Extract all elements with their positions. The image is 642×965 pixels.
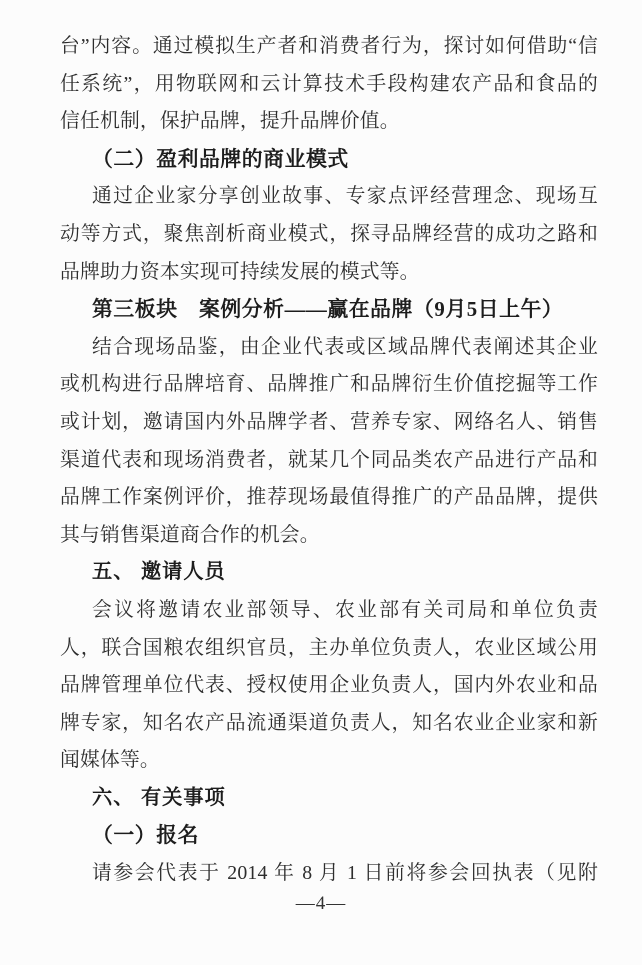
body-text-line: 品牌工作案例评价，推荐现场最值得推广的产品品牌，提供 (60, 486, 598, 509)
body-text-line: 其与销售渠道商合作的机会。 (60, 523, 320, 546)
body-text-line: 台”内容。通过模拟生产者和消费者行为，探讨如何借助“信 (60, 35, 598, 57)
body-text-line: 人，联合国粮农组织官员，主办单位负责人，农业区域公用 (60, 636, 598, 659)
body-text-line: 动等方式，聚焦剖析商业模式，探寻品牌经营的成功之路和 (60, 222, 598, 245)
body-text-line: 通过企业家分享创业故事、专家点评经营理念、现场互 (92, 185, 598, 208)
body-text-line: 或计划，邀请国内外品牌学者、营养专家、网络名人、销售 (60, 410, 598, 433)
body-text-line: 任系统”，用物联网和云计算技术手段构建农产品和食品的 (60, 72, 598, 95)
body-text-line: 品牌助力资本实现可持续发展的模式等。 (60, 260, 420, 283)
body-text-line: 会议将邀请农业部领导、农业部有关司局和单位负责 (92, 598, 598, 621)
body-text-line: 牌专家，知名农产品流通渠道负责人，知名农业企业家和新 (60, 711, 598, 734)
module-3-heading: 第三板块 案例分析——赢在品牌（9月5日上午） (92, 298, 564, 322)
body-text-line: 或机构进行品牌培育、品牌推广和品牌衍生价值挖掘等工作 (60, 373, 598, 396)
body-text-line: 信任机制，保护品牌，提升品牌价值。 (60, 110, 400, 133)
subsection-2-heading: （二）盈利品牌的商业模式 (92, 147, 349, 171)
subsection-1-heading: （一）报名 (92, 824, 199, 848)
body-text-line: 闻媒体等。 (60, 749, 160, 772)
document-body (60, 28, 598, 893)
body-text-line: 品牌管理单位代表、授权使用企业负责人，国内外农业和品 (60, 674, 598, 697)
page-number: —4— (295, 893, 347, 914)
section-6-heading: 六、 有关事项 (92, 786, 226, 809)
section-5-heading: 五、 邀请人员 (92, 561, 226, 584)
body-text-line: 渠道代表和现场消费者，就某几个同品类农产品进行产品和 (60, 448, 598, 471)
body-text-line: 请参会代表于 2014 年 8 月 1 日前将参会回执表（见附 (92, 862, 598, 885)
body-text-line: 结合现场品鉴，由企业代表或区域品牌代表阐述其企业 (92, 335, 598, 358)
